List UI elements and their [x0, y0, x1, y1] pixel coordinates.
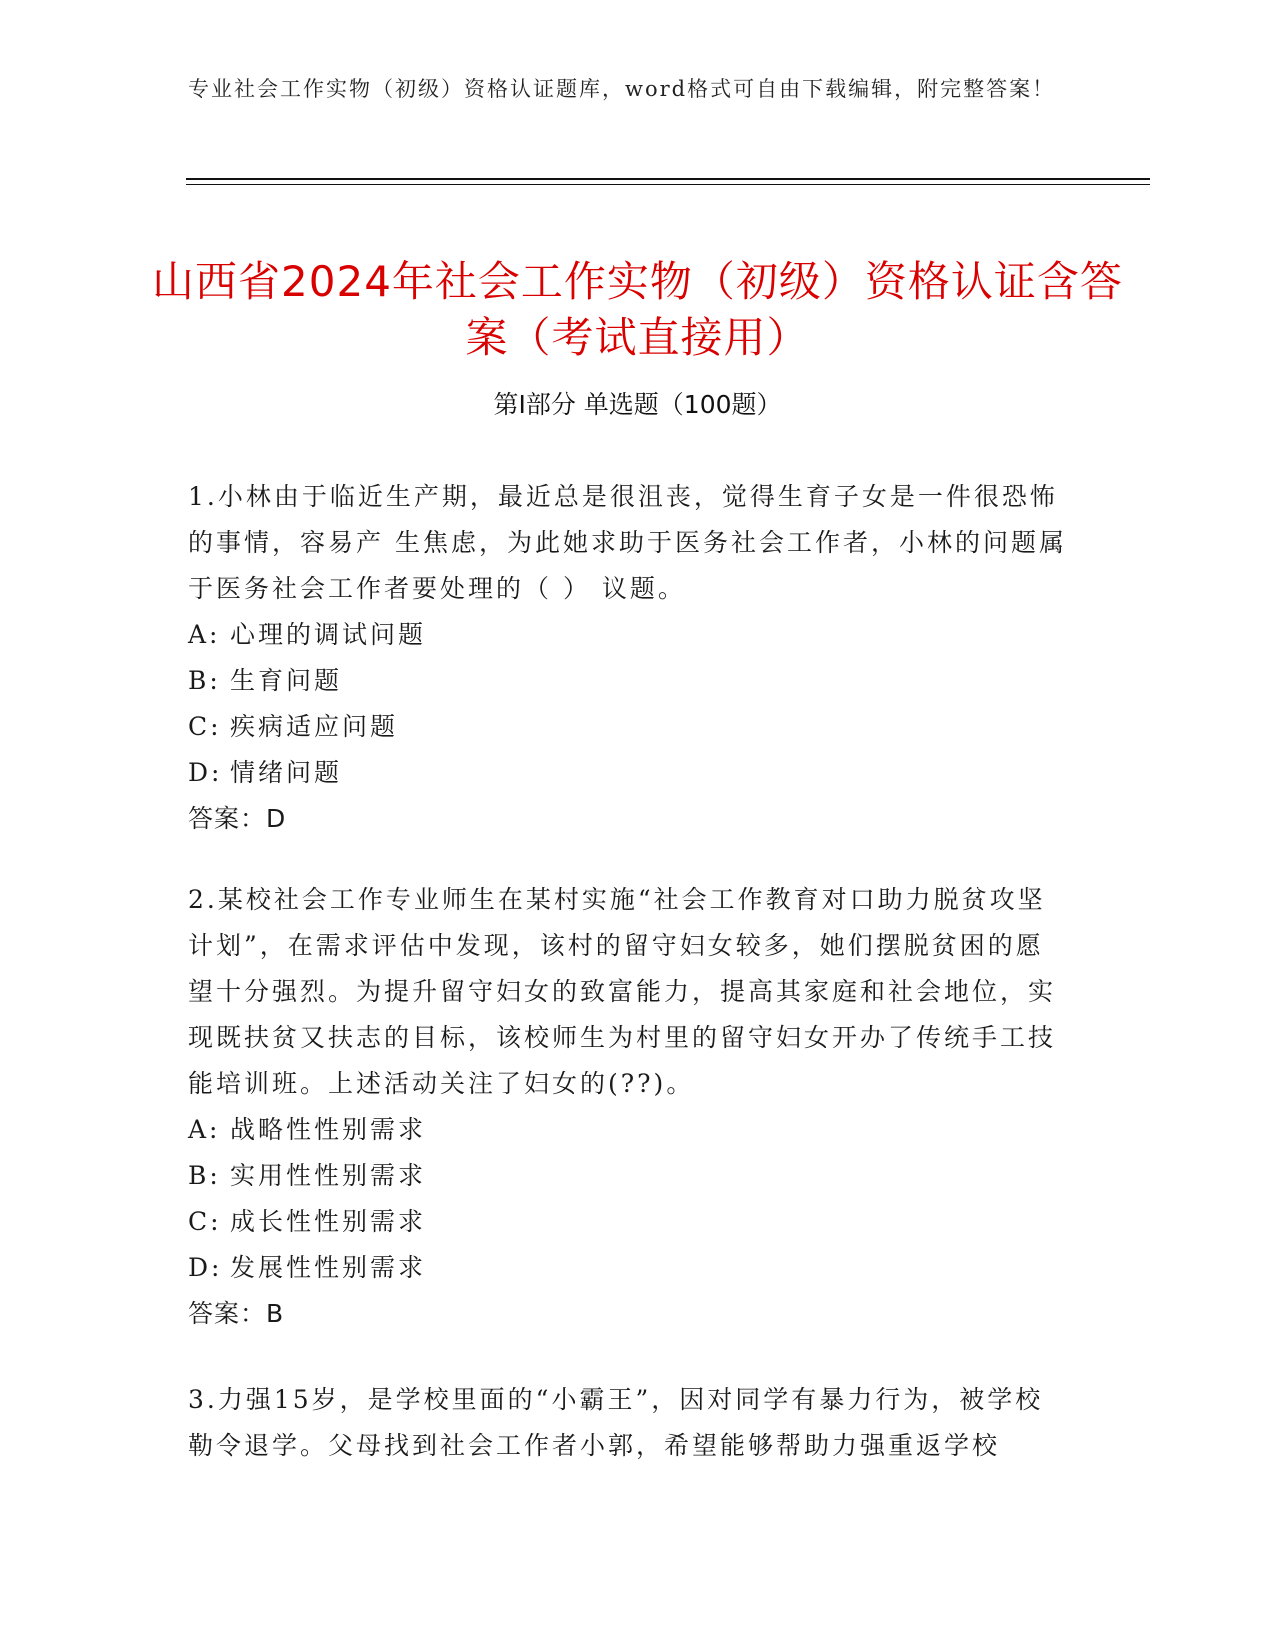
option-letter: A:	[188, 620, 221, 649]
option-text: 疾病适应问题	[230, 712, 399, 741]
option-letter: A:	[188, 1115, 221, 1144]
option-c	[188, 1199, 1068, 1245]
option-d	[188, 750, 1068, 796]
option-c	[188, 704, 1068, 750]
option-b	[188, 1153, 1068, 1199]
option-text: 战略性性别需求	[230, 1115, 427, 1144]
option-a	[188, 1107, 1068, 1153]
option-text: 情绪问题	[230, 758, 343, 787]
header-divider	[186, 178, 1150, 180]
question-3	[188, 1377, 1068, 1469]
option-text: 成长性性别需求	[230, 1207, 427, 1236]
document-title: 山西省2024年社会工作实物（初级）资格认证含答案（考试直接用）	[152, 257, 1123, 363]
option-letter: C:	[188, 1207, 222, 1236]
option-text: 心理的调试问题	[230, 620, 427, 649]
question-stem: 2.某校社会工作专业师生在某村实施“社会工作教育对口助力脱贫攻坚计划”，在需求评估中发现，该村的留守妇女较多，她们摆脱贫困的愿望十分强烈。为提升留守妇女的致富能力，提高其家庭和社会地位，实现既扶贫又扶志的目标，该校师生为村里的留守妇女开办了传统手工技能培训班。上述活动关注了妇女的(??)。	[188, 885, 1057, 1098]
header-divider-thin	[186, 184, 1150, 185]
option-letter: D:	[188, 1253, 223, 1282]
option-text: 生育问题	[230, 666, 343, 695]
question-2	[188, 877, 1068, 1337]
option-text: 发展性性别需求	[230, 1253, 427, 1282]
option-letter: B:	[188, 1161, 221, 1190]
option-letter: C:	[188, 712, 222, 741]
section-title: 第Ⅰ部分 单选题（100题）	[493, 390, 782, 419]
option-b	[188, 658, 1068, 704]
question-stem: 1.小林由于临近生产期，最近总是很沮丧，觉得生育子女是一件很恐怖的事情，容易产 生焦虑，为此她求助于医务社会工作者，小林的问题属于医务社会工作者要处理的（ ） 议题。	[188, 482, 1067, 603]
question-stem: 3.力强15岁，是学校里面的“小霸王”，因对同学有暴力行为，被学校勒令退学。父母找到社会工作者小郭，希望能够帮助力强重返学校	[188, 1385, 1044, 1460]
option-letter: D:	[188, 758, 223, 787]
answer: 答案：B	[188, 1299, 285, 1328]
header-note: 专业社会工作实物（初级）资格认证题库，word格式可自由下载编辑，附完整答案！	[188, 77, 1056, 101]
option-text: 实用性性别需求	[230, 1161, 427, 1190]
option-letter: B:	[188, 666, 221, 695]
option-d	[188, 1245, 1068, 1291]
option-a	[188, 612, 1068, 658]
question-1	[188, 474, 1068, 842]
answer: 答案：D	[188, 804, 287, 833]
